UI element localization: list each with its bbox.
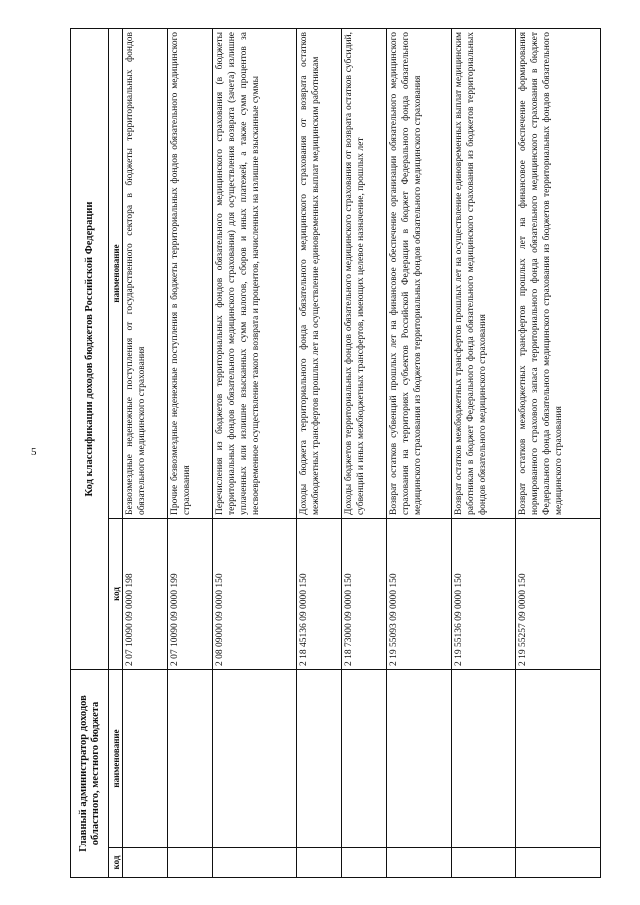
table-row	[123, 28, 168, 877]
code-cell: 2 19 55093 09 0000 150	[386, 518, 451, 669]
admin-name-cell	[342, 669, 387, 847]
admin-name-cell	[123, 669, 168, 847]
name-cell: Безвозмездные неденежные поступления от государственного сектора в бюджеты территориальных фондов обязательного медицинского страхования	[123, 28, 168, 518]
name-cell: Возврат остатков межбюджетных трансфертов прошлых лет на осуществление единовременных выплат медицинским работникам в бюджет Федерального фонда обязательного медицинского страхования из бюджетов территориальных фондов обязательного медицинского страхования	[451, 28, 516, 518]
admin-name-cell	[167, 669, 212, 847]
classification-header: Код классификации доходов бюджетов Российской Федерации	[71, 28, 109, 669]
admin-code-header: код	[109, 848, 123, 878]
page-number: 5	[31, 446, 37, 458]
code-cell: 2 08 09000 09 0000 150	[212, 518, 297, 669]
name-header: наименование	[109, 28, 123, 518]
admin-code-cell	[451, 848, 516, 878]
admin-code-cell	[516, 848, 601, 878]
code-cell: 2 07 10090 09 0000 199	[167, 518, 212, 669]
name-cell: Возврат остатков субвенций прошлых лет на финансовое обеспечение организации обязательного медицинского страхования на территориях субъектов Российской Федерации в бюджет Федерального фонда обязательного медицинского страхования из бюджетов территориальных фондов обязательного медицинского страхования	[386, 28, 451, 518]
admin-name-cell	[297, 669, 342, 847]
name-cell: Перечисления из бюджетов территориальных фондов обязательного медицинского страхования (в бюджеты территориальных фондов обязательного медицинского страхования) для осуществления возврата (зачета) излишне уплаченных или излишне взысканных сумм налогов, сборов и иных платежей, а также сумм процентов за несвоевременное осуществление такого возврата и процентов, начисленных на излишне взысканные суммы	[212, 28, 297, 518]
admin-name-cell	[212, 669, 297, 847]
admin-name-header: наименование	[109, 669, 123, 847]
table-row	[386, 28, 451, 877]
name-cell: Прочие безвозмездные неденежные поступления в бюджеты территориальных фондов обязательного медицинского страхования	[167, 28, 212, 518]
code-cell: 2 19 55136 09 0000 150	[451, 518, 516, 669]
table-row	[451, 28, 516, 877]
table-row	[516, 28, 601, 877]
table-row	[342, 28, 387, 877]
admin-name-cell	[516, 669, 601, 847]
name-cell: Доходы бюджета территориального фонда обязательного медицинского страхования от возврата остатков межбюджетных трансфертов прошлых лет на осуществление единовременных выплат медицинским работникам	[297, 28, 342, 518]
table-row	[212, 28, 297, 877]
admin-code-cell	[386, 848, 451, 878]
name-cell: Возврат остатков межбюджетных трансфертов прошлых лет на финансовое обеспечение формирования нормированного страхового запаса территориального фонда обязательного медицинского страхования в бюджет Федерального фонда обязательного медицинского страхования из бюджетов территориальных фондов обязательного медицинского страхования	[516, 28, 601, 518]
admin-name-cell	[451, 669, 516, 847]
document-table-rotated	[70, 29, 601, 878]
code-header: код	[109, 518, 123, 669]
admin-code-cell	[297, 848, 342, 878]
admin-code-cell	[342, 848, 387, 878]
code-cell: 2 07 10090 09 0000 198	[123, 518, 168, 669]
table-row	[167, 28, 212, 877]
classification-table	[70, 28, 601, 878]
admin-code-cell	[167, 848, 212, 878]
name-cell: Доходы бюджетов территориальных фондов обязательного медицинского страхования от возврата остатков субсидий, субвенций и иных межбюджетных трансфертов, имеющих целевое назначение, прошлых лет	[342, 28, 387, 518]
code-cell: 2 18 73000 09 0000 150	[342, 518, 387, 669]
admin-code-cell	[212, 848, 297, 878]
admin-code-cell	[123, 848, 168, 878]
code-cell: 2 19 55257 09 0000 150	[516, 518, 601, 669]
admin-header: Главный администратор доходов областного, местного бюджета	[71, 669, 109, 877]
code-cell: 2 18 45136 09 0000 150	[297, 518, 342, 669]
table-row	[297, 28, 342, 877]
admin-name-cell	[386, 669, 451, 847]
